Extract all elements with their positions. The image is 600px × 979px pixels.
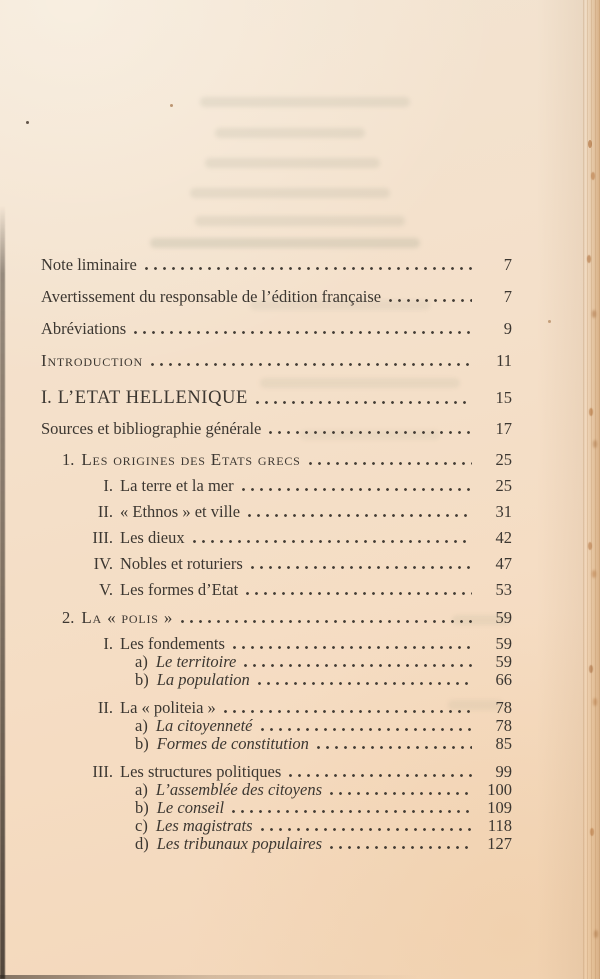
dot-leader [246,592,472,595]
bleed-through-smudge [150,238,420,248]
toc-entry-number: a) [135,652,148,671]
book-fore-edge [583,0,600,979]
toc-entry [41,351,512,371]
toc-entry-number: 1. [62,450,75,469]
paper-speck [170,104,173,107]
dot-leader [232,810,472,813]
toc-entry-label: L’assemblée des citoyens [155,780,323,799]
toc-entry-number: III. [92,762,113,781]
toc-entry [41,762,512,782]
toc-entry-number: a) [135,780,148,799]
toc-entry [41,554,512,574]
dot-leader [244,664,472,667]
toc-page-number: 78 [495,698,512,717]
dot-leader [389,299,472,302]
toc-page-number: 78 [495,716,512,735]
dot-leader [193,540,472,543]
toc-entry [41,255,512,275]
toc-entry [41,450,512,470]
toc-entry-label: Les magistrats [155,816,253,835]
binding-shadow-edge [0,0,5,979]
dot-leader [145,267,472,270]
toc-entry-label: Note liminaire [41,255,137,274]
page-curve-shading [537,0,585,979]
toc-page-number: 100 [487,780,512,799]
dot-leader [289,774,472,777]
toc-page-number: 31 [495,502,512,521]
toc-entry-label: Les fondements [120,634,225,653]
dot-leader [256,401,472,404]
table-of-contents [41,255,512,853]
dot-leader [248,514,472,517]
dot-leader [233,646,472,649]
dot-leader [134,331,472,334]
toc-entry [41,287,512,307]
dot-leader [330,846,472,849]
toc-entry-label: La « polis » [81,608,174,627]
toc-page-number: 59 [495,608,512,627]
toc-entry-number: 2. [62,608,75,627]
toc-entry-label: Le conseil [156,798,225,817]
toc-page-number: 127 [487,834,512,853]
toc-entry [41,387,512,409]
toc-page-number: 7 [503,287,512,306]
toc-entry [41,698,512,718]
toc-entry-number: c) [135,816,148,835]
toc-entry [41,319,512,339]
toc-entry [41,634,512,654]
toc-entry-label: Les structures politiques [120,762,282,781]
toc-page-number: 118 [487,816,512,835]
toc-entry-number: b) [135,670,149,689]
toc-entry-number: b) [135,798,149,817]
toc-entry [41,608,512,628]
toc-page-number: 66 [495,670,512,689]
toc-entry [41,817,512,835]
dot-leader [224,710,472,713]
toc-entry-label: Avertissement du responsable de l’édition française [41,287,382,306]
toc-entry [41,781,512,799]
toc-entry [41,653,512,671]
toc-entry-label: La terre et la mer [120,476,234,495]
dot-leader [251,566,472,569]
toc-page-number: 9 [503,319,512,338]
toc-entry-number: V. [99,580,113,599]
toc-entry-label: Formes de constitution [156,734,309,753]
toc-entry [41,799,512,817]
toc-entry-label: Nobles et roturiers [120,554,243,573]
toc-entry-number: I. [41,388,52,408]
dot-leader [317,746,472,749]
toc-entry-label: Le territoire [155,652,237,671]
toc-entry-number: b) [135,734,149,753]
dot-leader [269,431,472,434]
toc-entry [41,476,512,496]
toc-page-number: 59 [495,652,512,671]
toc-entry-number: III. [92,528,113,547]
toc-entry-label: Les dieux [120,528,185,547]
toc-entry-label: La « politeia » [120,698,216,717]
toc-page-number: 42 [495,528,512,547]
dot-leader [309,462,472,465]
toc-entry-label: Les tribunaux populaires [156,834,323,853]
toc-page-number: 15 [495,388,512,407]
toc-entry-label: Introduction [41,351,143,370]
toc-page-number: 17 [495,419,512,438]
dot-leader [151,363,472,366]
toc-entry-label: Sources et bibliographie générale [41,419,262,438]
toc-entry [41,502,512,522]
toc-page-number: 47 [495,554,512,573]
dot-leader [261,728,473,731]
toc-entry [41,671,512,689]
toc-entry-number: I. [103,634,113,653]
bleed-through-smudge [200,97,410,107]
bleed-through-smudge [215,128,365,138]
toc-entry-number: a) [135,716,148,735]
toc-entry-number: II. [97,698,113,717]
dot-leader [181,620,472,623]
dot-leader [330,792,472,795]
toc-entry-number: d) [135,834,149,853]
toc-entry-number: I. [103,476,113,495]
toc-entry [41,735,512,753]
toc-entry-label: Abréviations [41,319,127,338]
toc-entry [41,835,512,853]
toc-entry-label: L’ETAT HELLENIQUE [57,388,248,408]
toc-entry-number: IV. [93,554,113,573]
toc-page-number: 109 [487,798,512,817]
toc-entry [41,580,512,600]
bleed-through-smudge [190,188,390,198]
dot-leader [242,488,472,491]
toc-entry [41,419,512,439]
toc-page-number: 25 [495,476,512,495]
bleed-through-smudge [205,158,380,168]
toc-entry-label: La citoyenneté [155,716,253,735]
toc-page-number: 59 [495,634,512,653]
toc-page-number: 11 [496,351,512,370]
bleed-through-smudge [195,216,405,226]
paper-speck [26,121,29,124]
toc-entry-label: Les formes d’Etat [120,580,239,599]
toc-page-number: 85 [495,734,512,753]
toc-entry [41,717,512,735]
toc-entry-number: II. [97,502,113,521]
toc-entry-label: Les origines des Etats grecs [81,450,301,469]
toc-entry-label: La population [156,670,250,689]
dot-leader [261,828,472,831]
toc-entry-label: « Ethnos » et ville [120,502,241,521]
toc-page-number: 7 [503,255,512,274]
scan-bottom-edge [0,975,600,979]
toc-page-number: 25 [495,450,512,469]
toc-page-number: 53 [495,580,512,599]
toc-page-number: 99 [495,762,512,781]
dot-leader [258,682,472,685]
toc-entry [41,528,512,548]
